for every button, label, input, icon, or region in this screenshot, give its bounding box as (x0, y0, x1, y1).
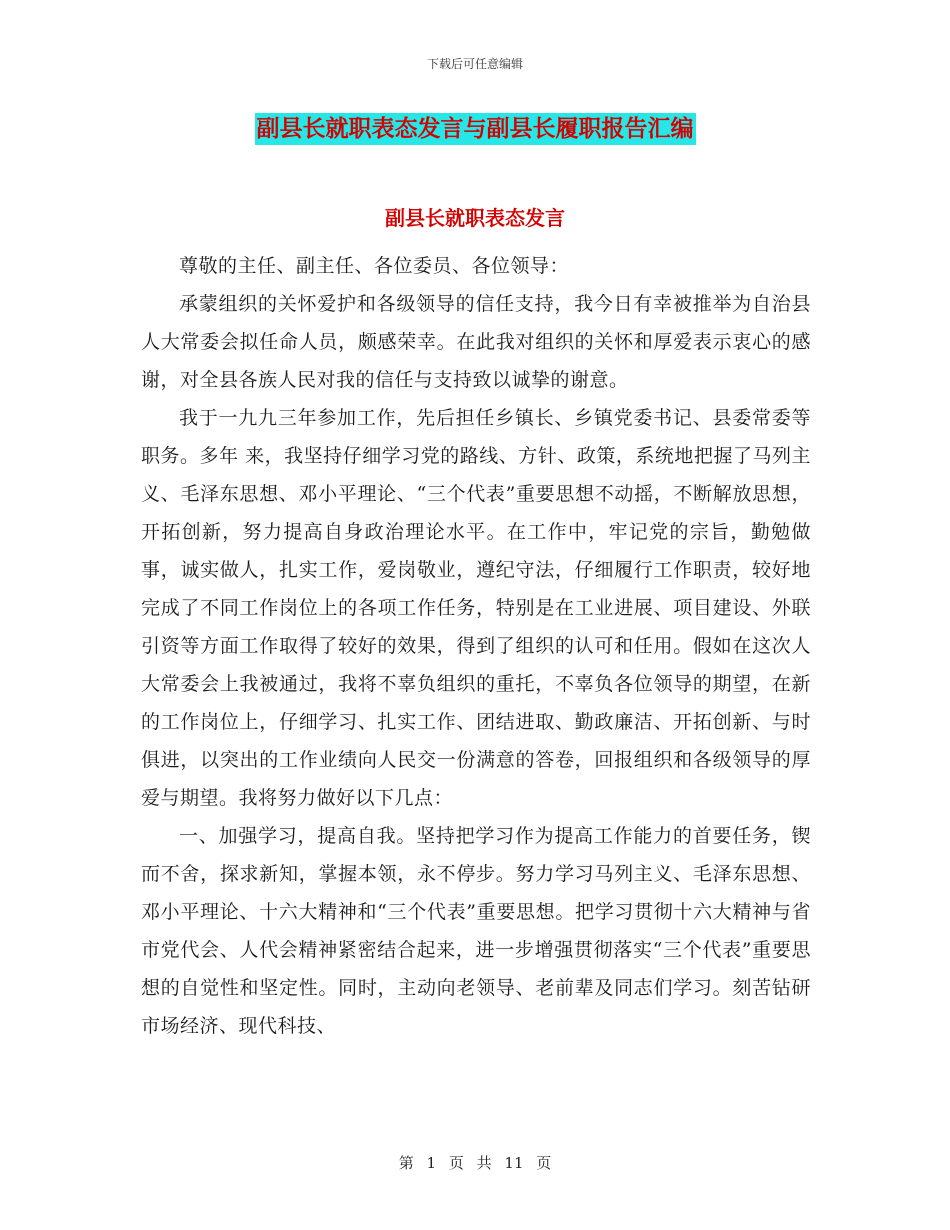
footer-label-page: 第 (398, 1154, 414, 1172)
page-footer (0, 1152, 950, 1173)
body-paragraph: 一、加强学习，提高自我。坚持把学习作为提高工作能力的首要任务，锲而不舍，探求新知，掌握本领，永不停步。努力学习马列主义、毛泽东思想、邓小平理论、十六大精神和“三个代表”重要思想。把学习贯彻十六大精神与省市党代会、人代会精神紧密结合起来，进一步增强贯彻落实“三个代表”重要思想的自觉性和坚定性。同时，主动向老领导、老前辈及同志们学习。刻苦钻研市场经济、现代科技、 (141, 825, 811, 1037)
footer-label-total: 共 (476, 1154, 492, 1172)
main-title-wrapper (0, 113, 950, 145)
footer-label-unit-end: 页 (536, 1154, 552, 1172)
header-note: 下载后可任意编辑 (426, 57, 523, 71)
salutation-paragraph: 尊敬的主任、副主任、各位委员、各位领导： (179, 255, 570, 277)
footer-page-total: 11 (504, 1154, 524, 1172)
body-paragraph: 我于一九九三年参加工作，先后担任乡镇长、乡镇党委书记、县委常委等职务。多年 来，我坚持仔细学习党的路线、方针、政策，系统地把握了马列主义、毛泽东思想、邓小平理论、“三个代表”重要思想不动摇，不断解放思想，开拓创新，努力提高自身政治理论水平。在工作中，牢记党的宗旨，勤勉做事，诚实做人，扎实工作，爱岗敬业，遵纪守法，仔细履行工作职责，较好地完成了不同工作岗位上的各项工作任务，特别是在工业进展、项目建设、外联引资等方面工作取得了较好的效果，得到了组织的认可和任用。假如在这次人大常委会上我被通过，我将不辜负组织的重托，不辜负各位领导的期望，在新的工作岗位上，仔细学习、扎实工作、团结进取、勤政廉洁、开拓创新、与时俱进，以突出的工作业绩向人民交一份满意的答卷，回报组织和各级领导的厚爱与期望。我将努力做好以下几点： (141, 407, 811, 809)
document-body (141, 247, 811, 1045)
main-title: 副县长就职表态发言与副县长履职报告汇编 (255, 113, 696, 145)
footer-page-current: 1 (426, 1154, 437, 1172)
footer-label-unit: 页 (448, 1154, 464, 1172)
section-title: 副县长就职表态发言 (385, 206, 565, 230)
body-paragraph: 承蒙组织的关怀爱护和各级领导的信任支持，我今日有幸被推举为自治县人大常委会拟任命人员，颇感荣幸。在此我对组织的关怀和厚爱表示衷心的感谢，对全县各族人民对我的信任与支持致以诚挚的谢意。 (141, 293, 811, 391)
